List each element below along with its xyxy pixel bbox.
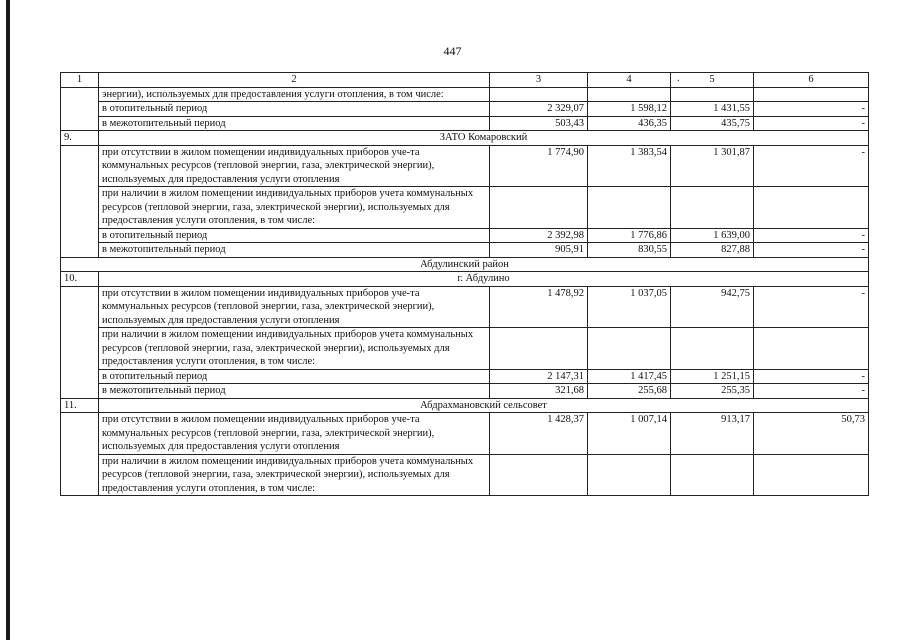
table-row bbox=[61, 102, 869, 117]
scan-edge bbox=[6, 0, 10, 640]
section-row bbox=[61, 131, 869, 146]
value-cell: 827,88 bbox=[671, 243, 754, 258]
page-number: 447 bbox=[443, 44, 462, 58]
table-row bbox=[61, 87, 869, 102]
table-row bbox=[61, 145, 869, 187]
value-cell: 255,35 bbox=[671, 384, 754, 399]
value-cell: 435,75 bbox=[671, 116, 754, 131]
row-text: в отопительный период bbox=[99, 102, 490, 117]
index-cell bbox=[61, 87, 99, 131]
row-text: при наличии в жилом помещении индивидуальных приборов учета коммунальных ресурсов (тепловой энергии, газа, электрической энергии), используемых для предоставления услуги отопления, в том числе: bbox=[99, 187, 490, 229]
row-text: при отсутствии в жилом помещении индивидуальных приборов уче-та коммунальных ресурсов (тепловой энергии, газа, электрической энергии), используемых для предоставления услуги отопления bbox=[99, 413, 490, 455]
value-cell: 2 329,07 bbox=[490, 102, 588, 117]
value-cell: 830,55 bbox=[588, 243, 671, 258]
section-row bbox=[61, 272, 869, 287]
section-index: 10. bbox=[61, 272, 99, 287]
row-text: в отопительный период bbox=[99, 228, 490, 243]
row-text: при отсутствии в жилом помещении индивидуальных приборов уче-та коммунальных ресурсов (тепловой энергии, газа, электрической энергии), используемых для предоставления услуги отопления bbox=[99, 145, 490, 187]
header-cell-1: 1 bbox=[61, 73, 99, 88]
section-title: ЗАТО Комаровский bbox=[99, 131, 869, 146]
value-cell: - bbox=[754, 384, 869, 399]
value-cell: 1 037,05 bbox=[588, 286, 671, 328]
value-cell: 255,68 bbox=[588, 384, 671, 399]
header-cell-5-label: 5 bbox=[709, 74, 715, 85]
value-cell: - bbox=[754, 116, 869, 131]
value-cell: 1 598,12 bbox=[588, 102, 671, 117]
row-text: в отопительный период bbox=[99, 369, 490, 384]
value-cell: 321,68 bbox=[490, 384, 588, 399]
table-row bbox=[61, 116, 869, 131]
value-cell: 2 392,98 bbox=[490, 228, 588, 243]
row-text: при наличии в жилом помещении индивидуальных приборов учета коммунальных ресурсов (тепловой энергии, газа, электрической энергии), используемых для предоставления услуги отопления, в том числе: bbox=[99, 328, 490, 370]
index-cell bbox=[61, 286, 99, 398]
value-cell: - bbox=[754, 102, 869, 117]
value-cell: 1 428,37 bbox=[490, 413, 588, 455]
value-cell: 1 774,90 bbox=[490, 145, 588, 187]
section-row bbox=[61, 398, 869, 413]
row-text: в межотопительный период bbox=[99, 384, 490, 399]
row-text: при наличии в жилом помещении индивидуальных приборов учета коммунальных ресурсов (тепловой энергии, газа, электрической энергии), используемых для предоставления услуги отопления, в том числе: bbox=[99, 454, 490, 496]
district-row bbox=[61, 257, 869, 272]
row-text: энергии), используемых для предоставления услуги отопления, в том числе: bbox=[99, 87, 490, 102]
value-cell: 1 301,87 bbox=[671, 145, 754, 187]
section-index: 9. bbox=[61, 131, 99, 146]
header-cell-4: 4 bbox=[588, 73, 671, 88]
value-cell: - bbox=[754, 243, 869, 258]
value-cell: 1 417,45 bbox=[588, 369, 671, 384]
index-cell bbox=[61, 145, 99, 257]
value-cell: 942,75 bbox=[671, 286, 754, 328]
district-title: Абдулинский район bbox=[61, 257, 869, 272]
header-mark: . bbox=[677, 73, 680, 84]
value-cell: 50,73 bbox=[754, 413, 869, 455]
header-cell-3: 3 bbox=[490, 73, 588, 88]
value-cell: 2 147,31 bbox=[490, 369, 588, 384]
section-title: Абдрахмановский сельсовет bbox=[99, 398, 869, 413]
value-cell: 1 431,55 bbox=[671, 102, 754, 117]
table-header-row bbox=[61, 73, 869, 88]
table-row bbox=[61, 454, 869, 496]
value-cell: 1 639,00 bbox=[671, 228, 754, 243]
section-title: г. Абдулино bbox=[99, 272, 869, 287]
table-row bbox=[61, 187, 869, 229]
value-cell: 1 776,86 bbox=[588, 228, 671, 243]
value-cell: 503,43 bbox=[490, 116, 588, 131]
value-cell: 1 478,92 bbox=[490, 286, 588, 328]
row-text: в межотопительный период bbox=[99, 243, 490, 258]
table-row bbox=[61, 328, 869, 370]
table-row bbox=[61, 243, 869, 258]
table-row bbox=[61, 228, 869, 243]
value-cell: - bbox=[754, 286, 869, 328]
value-cell: - bbox=[754, 145, 869, 187]
value-cell: - bbox=[754, 369, 869, 384]
tariff-table bbox=[60, 72, 869, 496]
index-cell bbox=[61, 413, 99, 496]
header-cell-5 bbox=[671, 73, 754, 88]
value-cell: 913,17 bbox=[671, 413, 754, 455]
row-text: при отсутствии в жилом помещении индивидуальных приборов уче-та коммунальных ресурсов (тепловой энергии, газа, электрической энергии), используемых для предоставления услуги отопления bbox=[99, 286, 490, 328]
header-cell-2: 2 bbox=[99, 73, 490, 88]
table-row bbox=[61, 384, 869, 399]
row-text: в межотопительный период bbox=[99, 116, 490, 131]
value-cell: - bbox=[754, 228, 869, 243]
value-cell: 1 007,14 bbox=[588, 413, 671, 455]
table-row bbox=[61, 369, 869, 384]
value-cell: 436,35 bbox=[588, 116, 671, 131]
table-row bbox=[61, 286, 869, 328]
section-index: 11. bbox=[61, 398, 99, 413]
header-cell-6: 6 bbox=[754, 73, 869, 88]
table-row bbox=[61, 413, 869, 455]
value-cell: 1 383,54 bbox=[588, 145, 671, 187]
value-cell: 905,91 bbox=[490, 243, 588, 258]
value-cell: 1 251,15 bbox=[671, 369, 754, 384]
